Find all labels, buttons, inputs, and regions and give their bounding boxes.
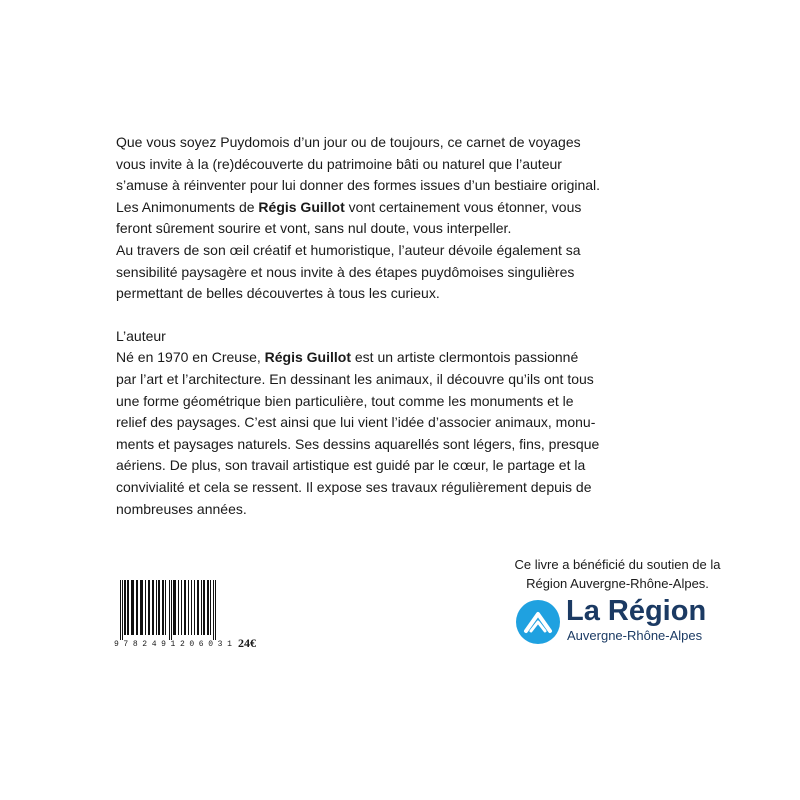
barcode-bar [201,580,202,635]
back-cover-text [116,132,756,520]
barcode-bar [210,580,211,635]
text-run: vous invite à la (re)découverte du patrimoine bâti ou naturel que l’auteur [116,155,562,172]
barcode-bar [148,580,150,635]
barcode-bar [162,580,164,635]
text-run: Au travers de son œil créatif et humoristique, l’auteur dévoile également sa [116,241,581,258]
barcode-bar [188,580,189,635]
barcode-digit: 0 [189,640,195,649]
barcode-bar [173,580,176,635]
region-logo [516,594,756,654]
barcode-digit: 8 [132,640,138,649]
author-name: Régis Guillot [264,349,351,366]
author-name: Régis Guillot [258,198,345,215]
barcode-bar [156,580,157,635]
barcode-bar [197,580,199,635]
barcode-bar [145,580,146,635]
barcode-digit: 1 [227,640,232,649]
logo-title: La Région [566,595,707,627]
barcode-bar [213,580,214,640]
barcode-bar [184,580,186,635]
barcode-bar [136,580,138,635]
text-run: une forme géométrique bien particulière, tout comme les monuments et le [116,392,574,409]
summary-paragraph [116,132,756,305]
support-line-1: Ce livre a bénéficié du soutien de la [514,557,721,572]
text-run: L’auteur [116,327,166,344]
support-notice [500,555,735,593]
text-run: relief des paysages. C’est ainsi que lui vient l’idée d’associer animaux, monu- [116,414,596,431]
barcode-bar [171,580,172,640]
text-run: par l’art et l’architecture. En dessinant les animaux, il découvre qu’ils ont tous [116,370,594,387]
barcode-bar [194,580,195,635]
text-run: permettant de belles découvertes à tous les curieux. [116,285,440,302]
barcode-bar [152,580,154,635]
text-run: feront sûrement sourire et vont, sans nul doute, vous interpeller. [116,220,512,237]
text-run: nombreuses années. [116,500,247,517]
barcode-bar [120,580,121,640]
paragraph-gap [116,305,756,326]
text-run: Que vous soyez Puydomois d’un jour ou de toujours, ce carnet de voyages [116,134,581,150]
text-run: sensibilité paysagère et nous invite à des étapes puydômoises singulières [116,263,575,280]
barcode-digit: 2 [179,640,185,649]
barcode-digit: 1 [170,640,176,649]
text-run: vont certainement vous étonner, vous [344,198,582,215]
text-run: Né en 1970 en Creuse, [116,349,265,366]
author-paragraph [116,326,756,520]
price-label: 24€ [238,636,256,650]
text-run: est un artiste clermontois passionné [351,349,579,366]
barcode-bar [215,580,216,640]
barcode-bar [140,580,143,635]
barcode-bar [169,580,170,640]
barcode-bar [207,580,209,635]
support-line-2: Région Auvergne-Rhône-Alpes. [526,576,709,591]
barcode-bar [191,580,192,635]
text-run: s’amuse à réinventer pour lui donner des formes issues d’un bestiaire original. [116,177,601,194]
text-run: Les Animonuments de [116,198,259,215]
barcode-bar [122,580,123,640]
text-run: aériens. De plus, son travail artistique est guidé par le cœur, le partage et la [116,457,586,474]
barcode-digit: 6 [198,640,204,649]
barcode-bar [124,580,126,635]
text-run: convivialité et cela se ressent. Il expose ses travaux régulièrement depuis de [116,478,592,495]
barcode-digit: 3 [217,640,223,649]
barcode-bar [165,580,166,635]
barcode-digit: 7 [123,640,129,649]
barcode-bar [178,580,179,635]
mountain-logo-icon [516,600,560,644]
text-run: ments et paysages naturels. Ses dessins aquarellés sont légers, fins, presque [116,435,600,452]
barcode-bar [131,580,134,635]
barcode-bar [181,580,182,635]
barcode-bar [158,580,160,635]
barcode-digit: 4 [151,640,157,649]
barcode-digit: 0 [208,640,214,649]
barcode-digit: 9 [114,640,119,649]
isbn-barcode [114,580,264,656]
barcode-digit: 2 [142,640,148,649]
logo-subtitle: Auvergne-Rhône-Alpes [567,628,703,643]
barcode-bars [114,580,234,640]
barcode-bar [127,580,129,635]
barcode-digits [114,640,232,650]
barcode-bar [203,580,205,635]
barcode-digit: 9 [161,640,166,649]
